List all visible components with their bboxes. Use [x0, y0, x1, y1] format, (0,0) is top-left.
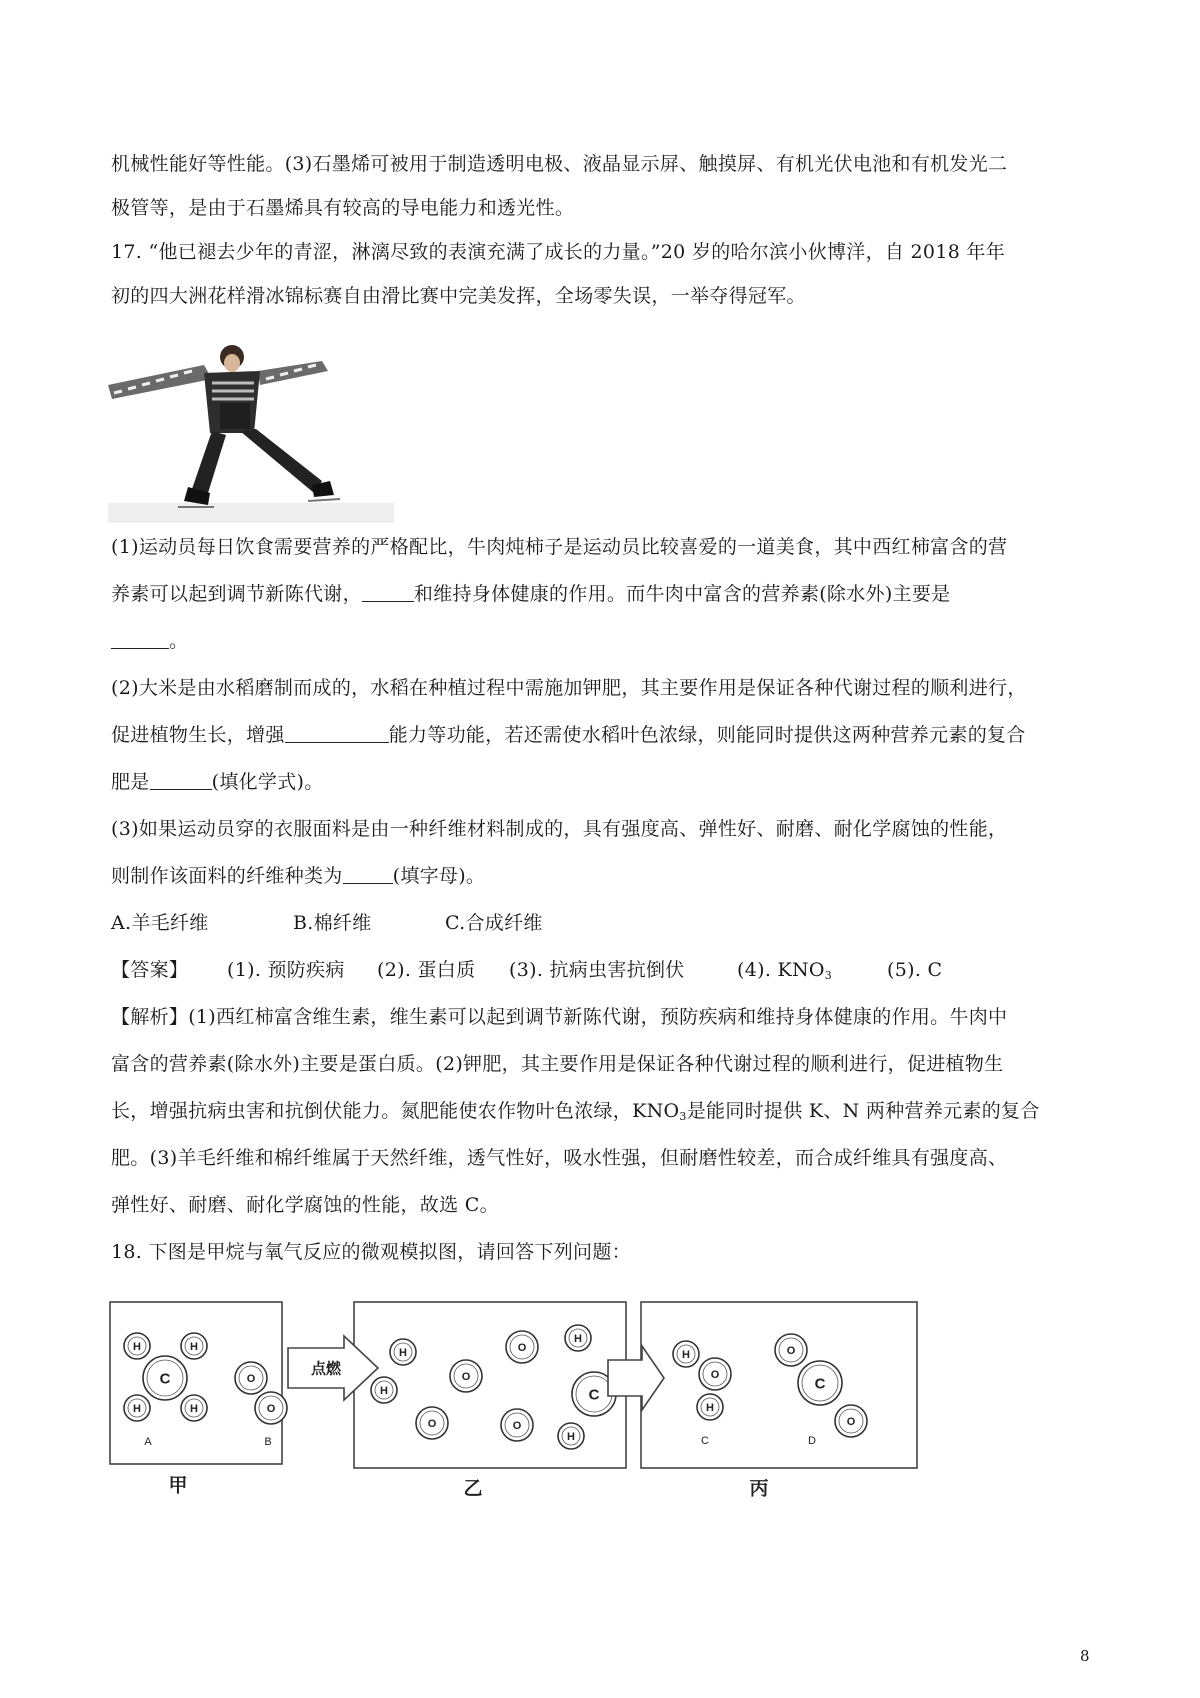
oxygen-atom-symbol: O [846, 1416, 856, 1428]
text-segment: 能力等功能，若还需使水稻叶色浓绿，则能同时提供这两种营养元素的复合 [388, 724, 1026, 746]
hydrogen-atom-symbol: H [682, 1349, 690, 1361]
molecule-label-a: A [144, 1436, 152, 1448]
answer-blank[interactable] [362, 579, 414, 602]
text-segment: 和维持身体健康的作用。而牛肉中富含的营养素(除水外)主要是 [413, 583, 951, 605]
q17-options [111, 900, 1101, 947]
molecule-label-c: C [701, 1435, 709, 1447]
hydrogen-atom-symbol: H [574, 1333, 582, 1345]
panel-products [641, 1302, 917, 1468]
option-a: A.羊毛纤维 [111, 912, 209, 934]
answer-item: (3). 抗病虫害抗倒伏 [509, 959, 685, 981]
panel-label-jia: 甲 [168, 1475, 188, 1497]
oxygen-atom-symbol: O [461, 1371, 471, 1383]
hydrogen-atom-symbol: H [190, 1341, 198, 1353]
q17-part1-line-1: (1)运动员每日饮食需要营养的严格配比，牛肉炖柿子是运动员比较喜爱的一道美食，其中西红柿富含的营 [111, 536, 1008, 558]
q17-analysis-line-1: 【解析】(1)西红柿富含维生素，维生素可以起到调节新陈代谢，预防疾病和维持身体健康的作用。牛肉中 [111, 1006, 1008, 1028]
hydrogen-atom-symbol: H [133, 1403, 141, 1415]
methane-oxygen-reaction-diagram [108, 1298, 998, 1538]
text-segment: (填字母)。 [392, 865, 486, 887]
hydrogen-atom-symbol: H [380, 1385, 388, 1397]
q17-analysis-line-4: 肥。(3)羊毛纤维和棉纤维属于天然纤维，透气性好，吸水性强，但耐磨性较差，而合成纤维具有强度高、 [111, 1147, 1008, 1169]
q17-stem-line-2: 初的四大洲花样滑冰锦标赛自由滑比赛中完美发挥，全场零失误，一举夺得冠军。 [111, 285, 806, 307]
q17-analysis-line-5: 弹性好、耐磨、耐化学腐蚀的性能，故选 C。 [111, 1194, 499, 1216]
carbon-atom-symbol: C [588, 1386, 600, 1404]
oxygen-atom-symbol: O [427, 1418, 437, 1430]
answer-item: (1). 预防疾病 [227, 959, 345, 981]
hydrogen-atom-symbol: H [567, 1431, 575, 1443]
answer-label: 【答案】 [111, 959, 189, 981]
ignition-label: 点燃 [310, 1360, 342, 1378]
panel-label-yi: 乙 [463, 1478, 483, 1500]
q17-part1-line-3 [111, 618, 1101, 665]
oxygen-atom-symbol: O [512, 1420, 522, 1432]
text-segment: 长，增强抗病虫害和抗倒伏能力。氮肥能使农作物叶色浓绿，KNO [111, 1100, 680, 1122]
q17-answer [111, 947, 1101, 999]
figure-skater-photo [108, 343, 394, 523]
q17-part3-line-2 [111, 853, 1101, 900]
molecule-label-d: D [808, 1435, 816, 1447]
answer-blank[interactable] [111, 626, 169, 649]
oxygen-atom-symbol: O [517, 1342, 527, 1354]
answer-item: (5). C [887, 959, 943, 981]
intro-line-1: 机械性能好等性能。(3)石墨烯可被用于制造透明电极、液晶显示屏、触摸屏、有机光伏电池和有机发光二 [111, 153, 1008, 175]
text-segment: (4). KNO [737, 959, 825, 981]
intro-line-2: 极管等，是由于石墨烯具有较高的导电能力和透光性。 [111, 197, 575, 219]
subscript: 3 [679, 1110, 687, 1123]
oxygen-atom-symbol: O [786, 1345, 796, 1357]
q17-stem-line-1: 17. “他已褪去少年的青涩，淋漓尽致的表演充满了成长的力量。”20 岁的哈尔滨小伙博洋，自 2018 年年 [111, 241, 1006, 263]
panel-label-bing: 丙 [749, 1478, 769, 1500]
oxygen-atom-symbol: O [710, 1369, 720, 1381]
text-segment: 肥是 [111, 771, 150, 793]
text-segment: 则制作该面料的纤维种类为 [111, 865, 343, 887]
oxygen-atom-symbol: O [246, 1373, 256, 1385]
option-c: C.合成纤维 [445, 912, 543, 934]
answer-blank[interactable] [285, 720, 389, 743]
carbon-atom-symbol: C [159, 1370, 171, 1388]
molecule-label-b: B [264, 1436, 272, 1448]
q17-part1-line-2 [111, 571, 1101, 618]
q17-analysis-line-2: 富含的营养素(除水外)主要是蛋白质。(2)钾肥，其主要作用是保证各种代谢过程的顺利进行，促进植物生 [111, 1053, 1004, 1075]
answer-item [737, 947, 887, 999]
q17-part3-line-1: (3)如果运动员穿的衣服面料是由一种纤维材料制成的，具有强度高、弹性好、耐磨、耐化学腐蚀的性能， [111, 818, 1008, 840]
answer-blank[interactable] [343, 861, 393, 884]
oxygen-atom-symbol: O [266, 1403, 276, 1415]
hydrogen-atom-symbol: H [399, 1347, 407, 1359]
hydrogen-atom-symbol: H [133, 1341, 141, 1353]
option-b: B.棉纤维 [293, 912, 372, 934]
subscript: 3 [824, 969, 833, 982]
q17-analysis-line-3 [111, 1088, 1101, 1140]
hydrogen-atom-symbol: H [706, 1402, 714, 1414]
q17-part2-line-1: (2)大米是由水稻磨制而成的，水稻在种植过程中需施加钾肥，其主要作用是保证各种代谢过程的顺利进行， [111, 677, 1027, 699]
hydrogen-atom-symbol: H [190, 1403, 198, 1415]
page-number: 8 [1080, 1647, 1090, 1665]
q17-part2-line-3 [111, 759, 1101, 806]
answer-blank[interactable] [150, 767, 212, 790]
text-segment: (填化学式)。 [211, 771, 324, 793]
text-segment: 。 [169, 630, 189, 652]
text-segment: 养素可以起到调节新陈代谢， [111, 583, 362, 605]
answer-item: (2). 蛋白质 [377, 959, 476, 981]
q18-stem: 18. 下图是甲烷与氧气反应的微观模拟图，请回答下列问题： [111, 1241, 631, 1263]
text-segment: 是能同时提供 K、N 两种营养元素的复合 [686, 1100, 1040, 1122]
text-segment: 促进植物生长，增强 [111, 724, 285, 746]
carbon-atom-symbol: C [814, 1375, 826, 1393]
q17-part2-line-2 [111, 712, 1101, 759]
